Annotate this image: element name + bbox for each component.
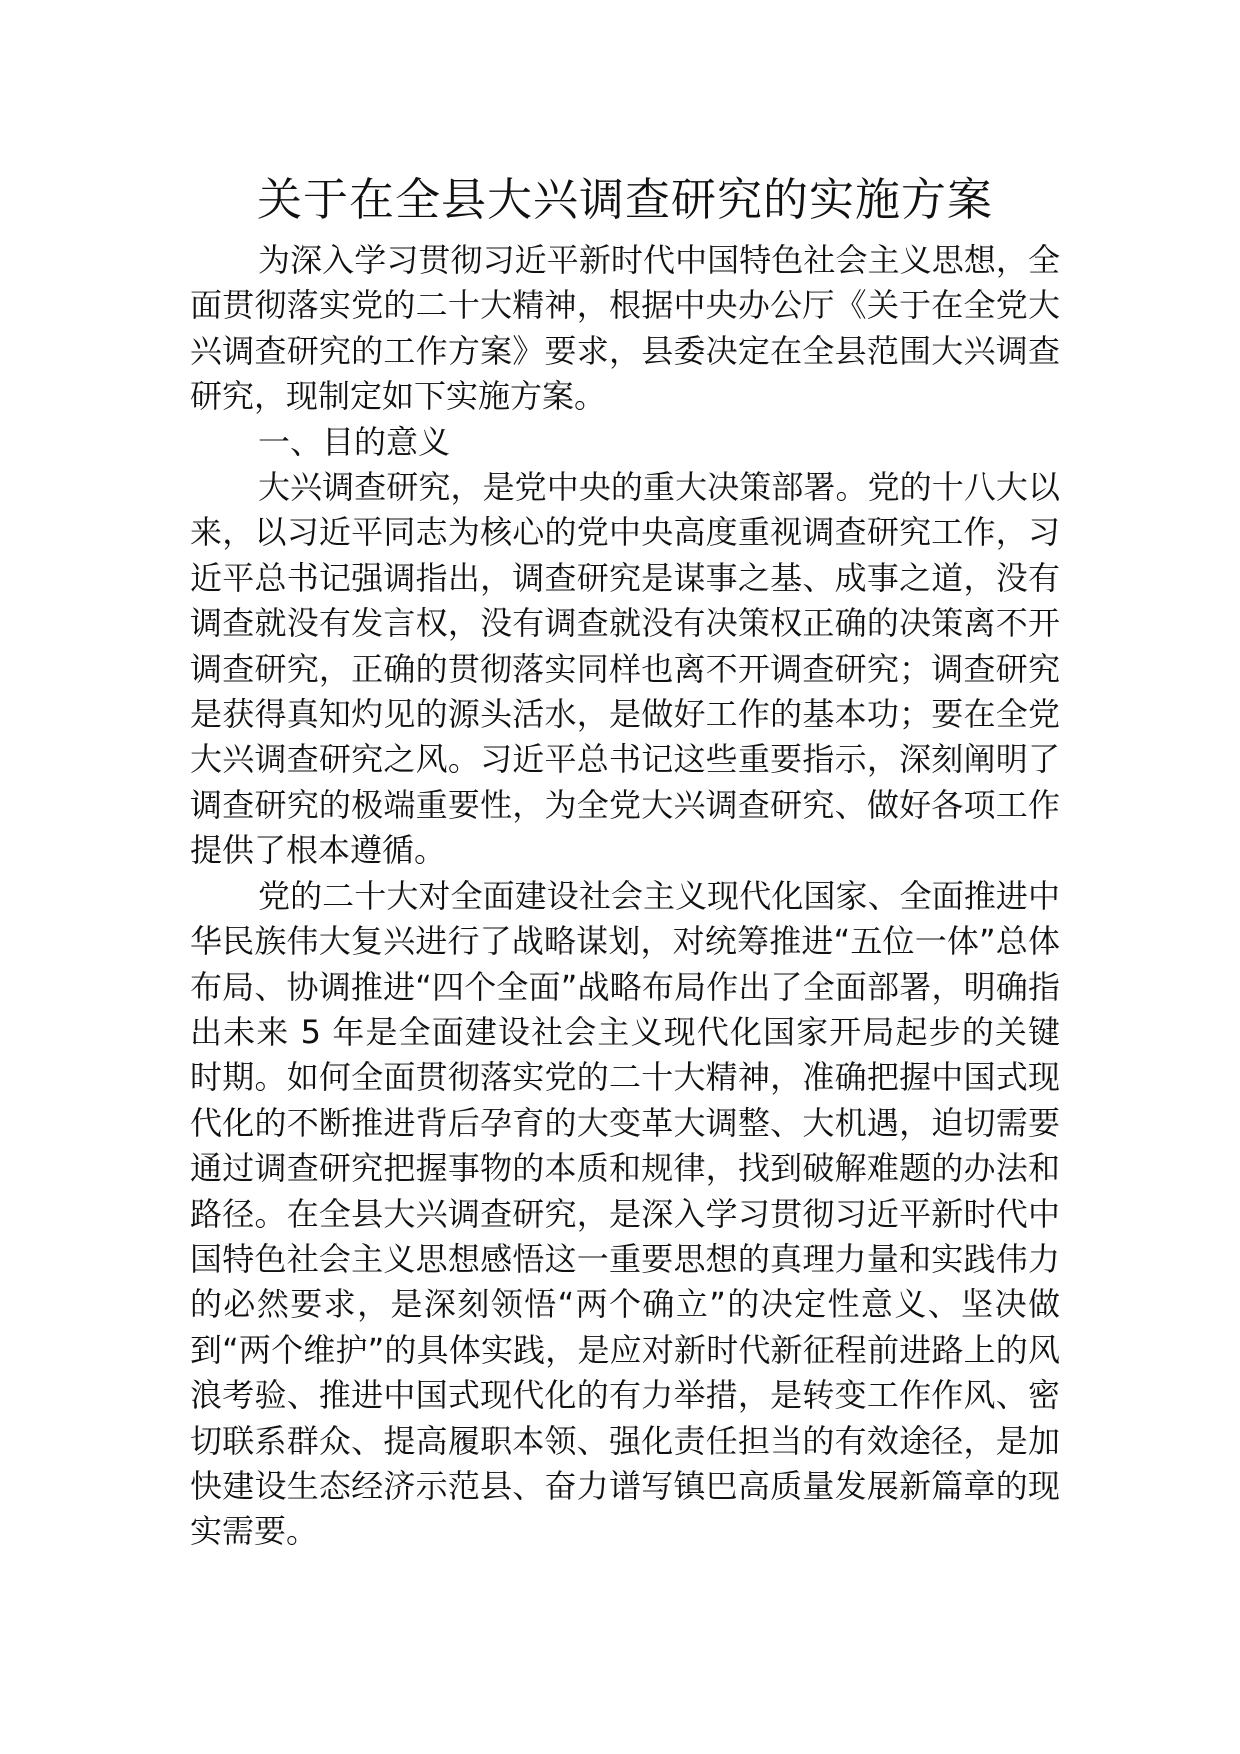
section-heading: 一、目的意义 — [258, 422, 451, 461]
intro-paragraph: 为深入学习贯彻习近平新时代中国特色社会主义思想，全面贯彻落实党的二十大精神，根据中央办公厅《关于在全党大兴调查研究的工作方案》要求，县委决定在全县范围大兴调查研究，现制定如下实施方案。 — [190, 241, 1060, 416]
body-paragraph: 党的二十大对全面建设社会主义现代化国家、全面推进中华民族伟大复兴进行了战略谋划，对统筹推进“五位一体”总体布局、协调推进“四个全面”战略布局作出了全面部署，明确指出未来 5 年是全面建设社会主义现代化国家开局起步的关键时期。如何全面贯彻落实党的二十大精神，准确把握中国式现代化的不断推进背后孕育的大变革大调整、大机遇，迫切需要通过调查研究把握事物的本质和规律，找到破解难题的办法和路径。在全县大兴调查研究，是深入学习贯彻习近平新时代中国特色社会主义思想感悟这一重要思想的真理力量和实践伟力的必然要求，是深刻领悟“两个确立”的决定性意义、坚决做到“两个维护”的具体实践，是应对新时代新征程前进路上的风浪考验、推进中国式现代化的有力举措，是转变工作作风、密切联系群众、提高履职本领、强化责任担当的有效途径，是加快建设生态经济示范县、奋力谱写镇巴高质量发展新篇章的现实需要。 — [190, 876, 1060, 1551]
body-paragraph: 大兴调查研究，是党中央的重大决策部署。党的十八大以来，以习近平同志为核心的党中央高度重视调查研究工作，习近平总书记强调指出，调查研究是谋事之基、成事之道，没有调查就没有发言权，没有调查就没有决策权正确的决策离不开调查研究，正确的贯彻落实同样也离不开调查研究；调查研究是获得真知灼见的源头活水，是做好工作的基本功；要在全党大兴调查研究之风。习近平总书记这些重要指示，深刻阐明了调查研究的极端重要性，为全党大兴调查研究、做好各项工作提供了根本遵循。 — [190, 468, 1060, 870]
document-title: 关于在全县大兴调查研究的实施方案 — [256, 173, 993, 226]
document-body — [190, 168, 1060, 1555]
